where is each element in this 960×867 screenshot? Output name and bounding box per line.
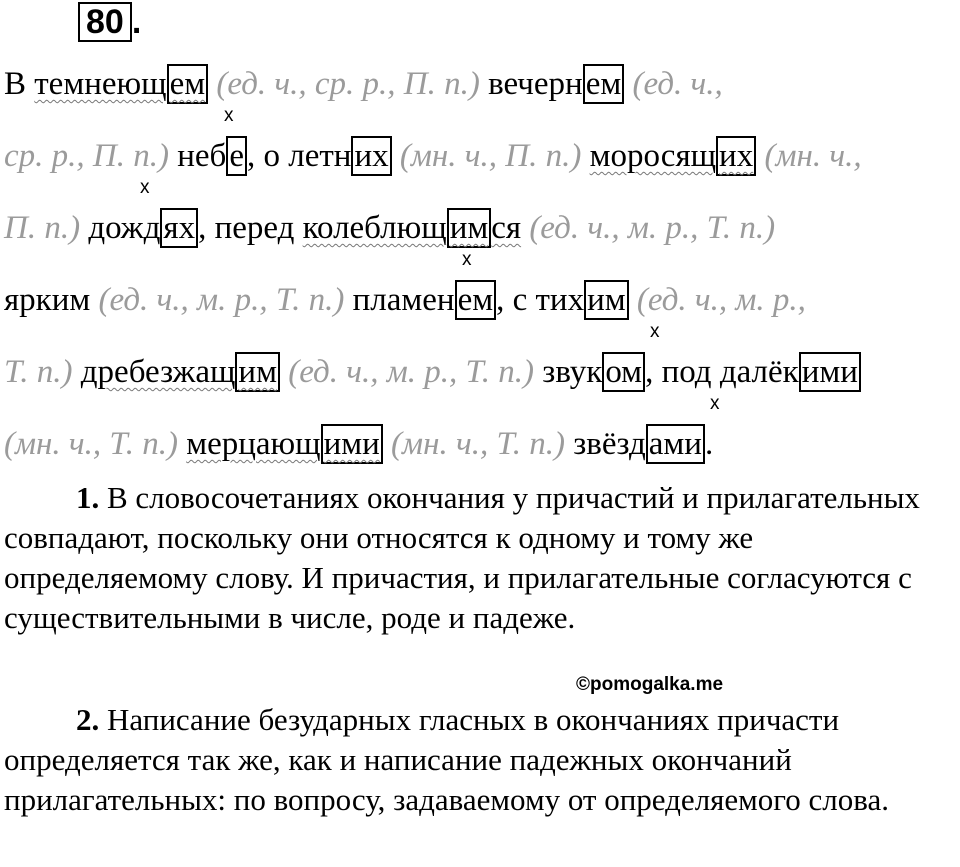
grammar-note: (ед. ч., [632,66,723,102]
text-segment [73,354,81,390]
text-segment: , с тих [496,282,585,318]
grammar-note: (ед. ч., м. р., Т. п.) [288,354,535,390]
grammar-note: (мн. ч., Т. п.) [391,426,565,462]
participle-ending-box: ем [167,64,209,104]
text-segment: звёзд [564,426,646,462]
text-segment: В [4,66,35,102]
text-line-4 [4,278,806,322]
text-line-1 [4,62,723,106]
stress-mark: x [140,177,150,198]
text-line-2 [4,134,862,178]
grammar-note: (ед. ч., м. р., Т. п.) [529,210,776,246]
text-segment [629,282,637,318]
text-line-6 [4,422,713,466]
text-segment: , о летн [246,138,352,174]
participle-ending-box: им [447,208,492,248]
participle-ending-box: им [235,352,280,392]
participle-word: ся [491,210,522,246]
grammar-note: (ед. ч., м. р., Т. п.) [98,282,345,318]
text-segment [178,426,186,462]
stress-mark: x [462,249,472,270]
grammar-note: (ед. ч., м. р., [636,282,806,318]
exercise-number: 80 . [78,2,141,42]
participle-word: темнеющ [34,66,167,102]
participle-word: дребезжащ [80,354,236,390]
answer-paragraph-1 [4,478,956,638]
watermark: ©pomogalka.me [576,674,724,695]
ending-box: ем [583,64,625,104]
ending-box: ях [160,208,198,248]
ending-box: е [226,136,247,176]
text-segment [383,426,391,462]
grammar-note: (ед. ч., ср. р., П. п.) [216,66,480,102]
text-segment [280,354,288,390]
answer-paragraph-2 [4,700,956,820]
stress-mark: x [224,105,234,126]
grammar-note: ср. р., П. п.) [4,138,169,174]
ending-box: их [351,136,391,176]
ending-box: ами [646,424,705,464]
text-line-5 [4,350,861,394]
text-segment: неб [168,138,227,174]
grammar-note: Т. п.) [4,354,73,390]
text-segment: . [704,426,714,462]
text-segment: , перед [198,210,303,246]
participle-word: моросящ [589,138,717,174]
answer-text: В словосочетаниях окончания у причастий и прилагательных совпадают, поскольку они относятся к одному и тому же определяемому слову. И причастия, и прилагательные согласуются с существительными в числе, роде и падеже. [4,480,920,635]
ending-box: им [584,280,629,320]
text-segment: пламен [344,282,455,318]
text-segment: дожд [80,210,161,246]
grammar-note: (мн. ч., [764,138,862,174]
participle-word: мерцающ [186,426,321,462]
stress-mark: x [710,393,720,414]
participle-ending-box: их [716,136,756,176]
participle-word: колеблющ [302,210,447,246]
grammar-note: П. п.) [4,210,81,246]
answer-number: 2. [76,702,100,737]
text-segment: ярким [4,282,99,318]
text-segment [624,66,632,102]
text-segment [581,138,589,174]
text-segment: вечерн [479,66,583,102]
participle-ending-box: ими [321,424,383,464]
answer-number: 1. [76,480,100,515]
text-line-3 [4,206,775,250]
grammar-note: (мн. ч., П. п.) [399,138,582,174]
text-segment: звук [534,354,603,390]
ending-box: ими [799,352,861,392]
grammar-note: (мн. ч., Т. п.) [4,426,178,462]
exercise-number-box: 80 [78,2,132,42]
ending-box: ом [602,352,645,392]
text-segment: , под далёк [645,354,799,390]
stress-mark: x [650,321,660,342]
answer-text: Написание безударных гласных в окончаниях причасти определяется так же, как и написание падежных окончаний прилагательных: по вопросу, задаваемому от определяемого слова. [4,702,889,817]
ending-box: ем [455,280,497,320]
text-segment [392,138,400,174]
